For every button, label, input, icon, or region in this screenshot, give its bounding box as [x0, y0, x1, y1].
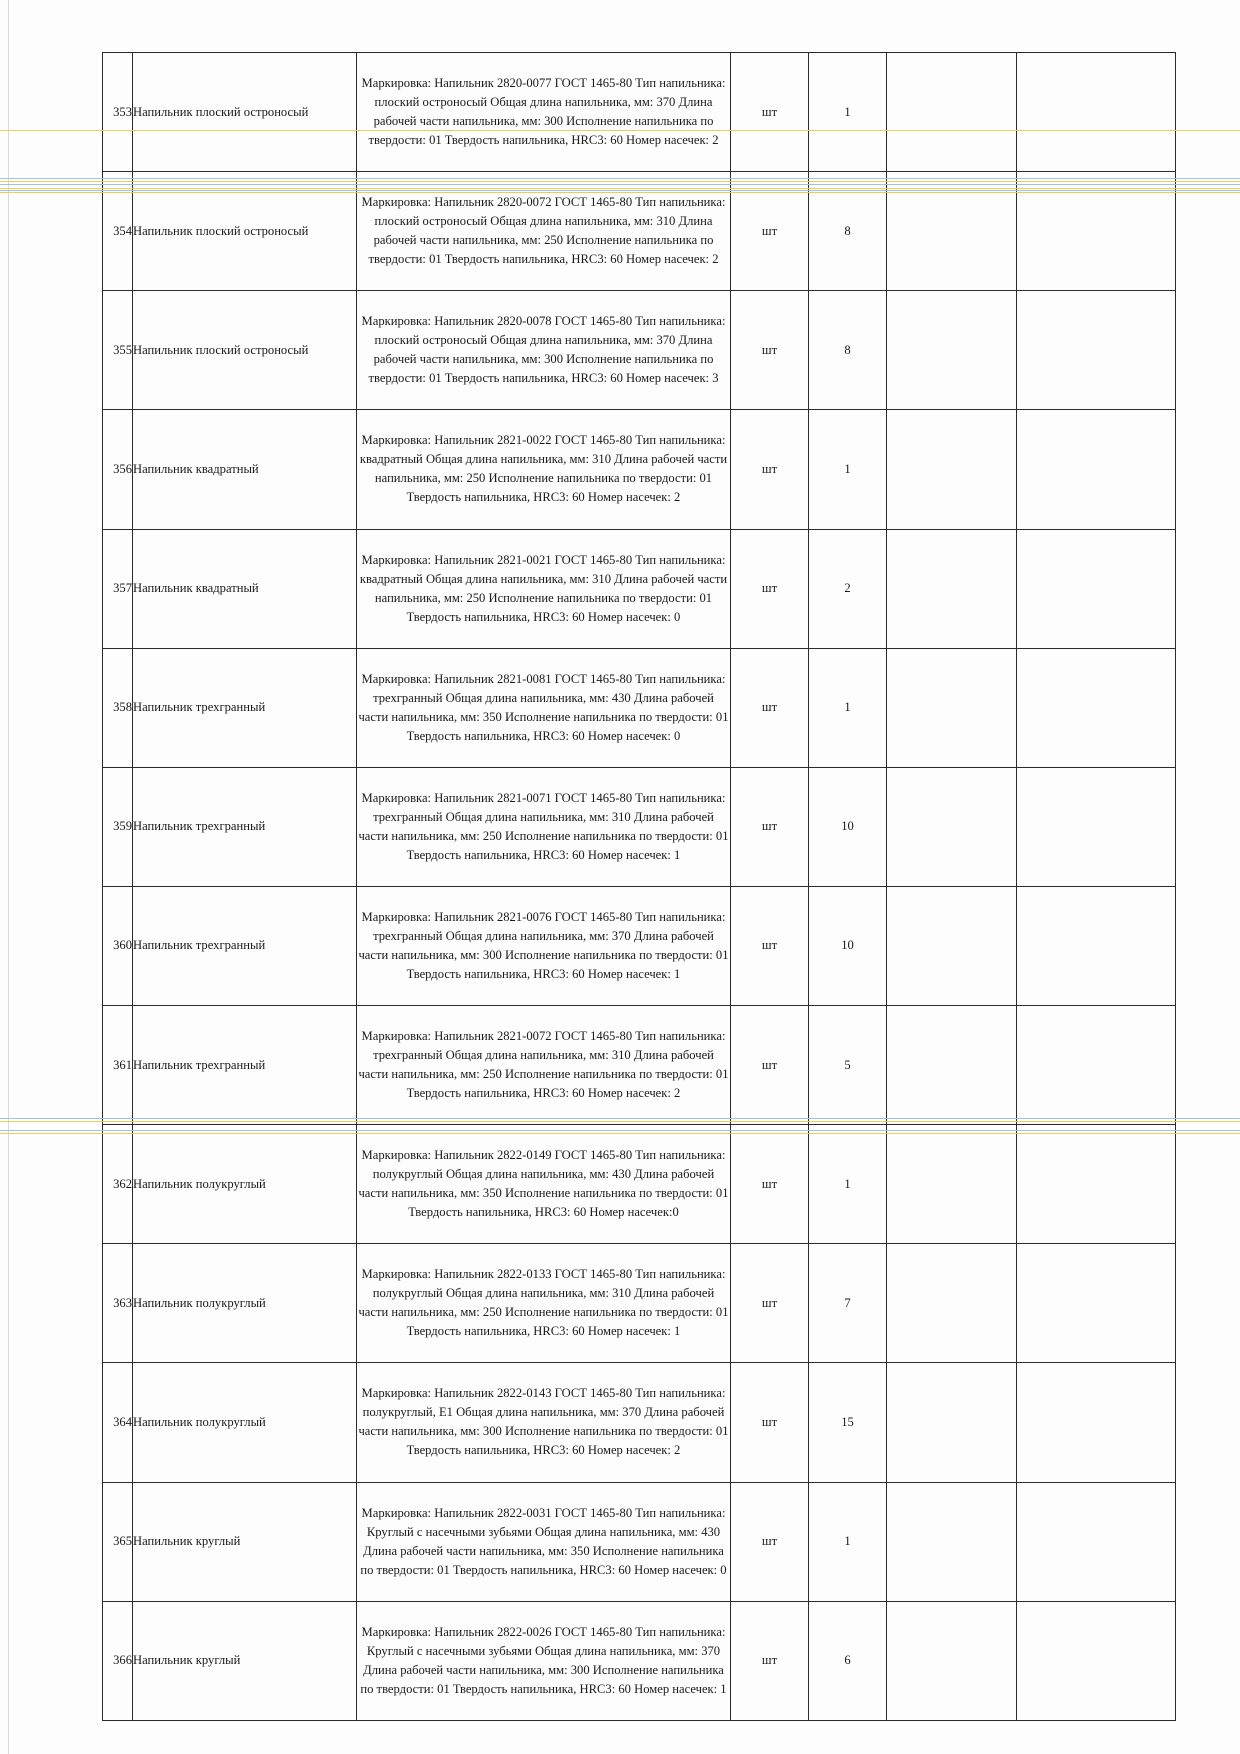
item-unit: шт — [731, 1482, 809, 1601]
row-number-text: 366 — [113, 1653, 132, 1668]
table-row — [103, 410, 1176, 529]
empty-cell-price — [887, 648, 1017, 767]
empty-cell-total — [1017, 1482, 1176, 1601]
row-number — [103, 1244, 133, 1363]
item-unit: шт — [731, 1363, 809, 1482]
row-number-text: 365 — [113, 1534, 132, 1549]
scan-artifact-line — [0, 178, 1240, 179]
item-unit: шт — [731, 1244, 809, 1363]
item-unit: шт — [731, 1125, 809, 1244]
item-quantity: 1 — [809, 53, 887, 172]
empty-cell-price — [887, 1363, 1017, 1482]
scan-artifact-line — [0, 1118, 1240, 1119]
item-name — [133, 886, 357, 1005]
item-description: Маркировка: Напильник 2821-0071 ГОСТ 1465-80 Тип напильника: трехгранный Общая длина напильника, мм: 310 Длина рабочей части напильника, мм: 250 Исполнение напильника по твердости: 01 Твердость напильника, HRC3: 60 Номер насечек: 1 — [357, 767, 731, 886]
empty-cell-total — [1017, 53, 1176, 172]
table-row — [103, 291, 1176, 410]
item-name — [133, 767, 357, 886]
item-quantity: 10 — [809, 767, 887, 886]
item-quantity: 8 — [809, 291, 887, 410]
row-number — [103, 1363, 133, 1482]
row-number — [103, 53, 133, 172]
item-name-text: Напильник полукруглый — [133, 1176, 266, 1191]
item-unit: шт — [731, 53, 809, 172]
table-row — [103, 53, 1176, 172]
item-name-text: Напильник плоский остроносый — [133, 342, 309, 357]
item-name-text: Напильник полукруглый — [133, 1414, 266, 1429]
row-number — [103, 529, 133, 648]
row-number-text: 356 — [113, 461, 132, 476]
row-number-text: 363 — [113, 1295, 132, 1310]
empty-cell-price — [887, 1482, 1017, 1601]
item-unit: шт — [731, 291, 809, 410]
specification-table — [102, 52, 1176, 1721]
scan-artifact-line — [0, 188, 1240, 189]
scan-artifact-line — [0, 181, 1240, 182]
empty-cell-price — [887, 1244, 1017, 1363]
item-description: Маркировка: Напильник 2821-0022 ГОСТ 1465-80 Тип напильника: квадратный Общая длина напильника, мм: 310 Длина рабочей части напильника, мм: 250 Исполнение напильника по твердости: 01 Твердость напильника, HRC3: 60 Номер насечек: 2 — [357, 410, 731, 529]
item-quantity: 15 — [809, 1363, 887, 1482]
item-name-text: Напильник трехгранный — [133, 819, 266, 834]
row-number — [103, 1125, 133, 1244]
item-quantity: 1 — [809, 648, 887, 767]
item-description: Маркировка: Напильник 2821-0021 ГОСТ 1465-80 Тип напильника: квадратный Общая длина напильника, мм: 310 Длина рабочей части напильника, мм: 250 Исполнение напильника по твердости: 01 Твердость напильника, HRC3: 60 Номер насечек: 0 — [357, 529, 731, 648]
item-description: Маркировка: Напильник 2820-0078 ГОСТ 1465-80 Тип напильника: плоский остроносый Общая длина напильника, мм: 370 Длина рабочей части напильника, мм: 300 Исполнение напильника по твердости: 01 Твердость напильника, HRC3: 60 Номер насечек: 3 — [357, 291, 731, 410]
item-quantity: 2 — [809, 529, 887, 648]
item-unit: шт — [731, 529, 809, 648]
empty-cell-price — [887, 1006, 1017, 1125]
item-description: Маркировка: Напильник 2822-0031 ГОСТ 1465-80 Тип напильника: Круглый с насечными зубьями Общая длина напильника, мм: 430 Длина рабочей части напильника, мм: 350 Исполнение напильника по твердости: 01 Твердость напильника, HRC3: 60 Номер насечек: 0 — [357, 1482, 731, 1601]
scan-artifact-line — [0, 184, 1240, 185]
table-row — [103, 1244, 1176, 1363]
empty-cell-price — [887, 1601, 1017, 1720]
empty-cell-price — [887, 529, 1017, 648]
empty-cell-total — [1017, 291, 1176, 410]
item-name-text: Напильник полукруглый — [133, 1295, 266, 1310]
row-number-text: 360 — [113, 938, 132, 953]
item-description: Маркировка: Напильник 2820-0077 ГОСТ 1465-80 Тип напильника: плоский остроносый Общая длина напильника, мм: 370 Длина рабочей части напильника, мм: 300 Исполнение напильника по твердости: 01 Твердость напильника, HRC3: 60 Номер насечек: 2 — [357, 53, 731, 172]
table-row — [103, 767, 1176, 886]
row-number-text: 354 — [113, 223, 132, 238]
table-row — [103, 886, 1176, 1005]
item-unit: шт — [731, 172, 809, 291]
item-name-text: Напильник квадратный — [133, 581, 259, 596]
empty-cell-total — [1017, 767, 1176, 886]
item-quantity: 1 — [809, 410, 887, 529]
row-number — [103, 291, 133, 410]
row-number-text: 359 — [113, 819, 132, 834]
row-number — [103, 410, 133, 529]
item-quantity: 1 — [809, 1482, 887, 1601]
empty-cell-total — [1017, 529, 1176, 648]
item-quantity: 1 — [809, 1125, 887, 1244]
item-quantity: 10 — [809, 886, 887, 1005]
scan-artifact-line — [0, 130, 1240, 131]
table-row — [103, 1482, 1176, 1601]
row-number-text: 353 — [113, 104, 132, 119]
item-name — [133, 529, 357, 648]
row-number-text: 364 — [113, 1414, 132, 1429]
item-quantity: 5 — [809, 1006, 887, 1125]
item-description: Маркировка: Напильник 2821-0072 ГОСТ 1465-80 Тип напильника: трехгранный Общая длина напильника, мм: 310 Длина рабочей части напильника, мм: 250 Исполнение напильника по твердости: 01 Твердость напильника, HRC3: 60 Номер насечек: 2 — [357, 1006, 731, 1125]
item-description: Маркировка: Напильник 2820-0072 ГОСТ 1465-80 Тип напильника: плоский остроносый Общая длина напильника, мм: 310 Длина рабочей части напильника, мм: 250 Исполнение напильника по твердости: 01 Твердость напильника, HRC3: 60 Номер насечек: 2 — [357, 172, 731, 291]
item-name — [133, 1601, 357, 1720]
empty-cell-price — [887, 53, 1017, 172]
empty-cell-price — [887, 291, 1017, 410]
scan-artifact-line — [0, 1130, 1240, 1131]
item-name-text: Напильник трехгранный — [133, 1057, 266, 1072]
empty-cell-total — [1017, 1601, 1176, 1720]
empty-cell-price — [887, 1125, 1017, 1244]
item-description: Маркировка: Напильник 2822-0143 ГОСТ 1465-80 Тип напильника: полукруглый, Е1 Общая длина напильника, мм: 370 Длина рабочей части напильника, мм: 300 Исполнение напильника по твердости: 01 Твердость напильника, HRC3: 60 Номер насечек: 2 — [357, 1363, 731, 1482]
row-number — [103, 1482, 133, 1601]
item-name — [133, 648, 357, 767]
item-description: Маркировка: Напильник 2821-0081 ГОСТ 1465-80 Тип напильника: трехгранный Общая длина напильника, мм: 430 Длина рабочей части напильника, мм: 350 Исполнение напильника по твердости: 01 Твердость напильника, HRC3: 60 Номер насечек: 0 — [357, 648, 731, 767]
table-row — [103, 1125, 1176, 1244]
row-number — [103, 1601, 133, 1720]
item-name-text: Напильник трехгранный — [133, 938, 266, 953]
table-row — [103, 648, 1176, 767]
item-name — [133, 1244, 357, 1363]
table-row — [103, 1006, 1176, 1125]
item-name-text: Напильник плоский остроносый — [133, 104, 309, 119]
item-unit: шт — [731, 886, 809, 1005]
empty-cell-total — [1017, 1125, 1176, 1244]
row-number-text: 358 — [113, 700, 132, 715]
empty-cell-total — [1017, 410, 1176, 529]
table-row — [103, 1601, 1176, 1720]
item-unit: шт — [731, 1601, 809, 1720]
scan-artifact-line — [0, 192, 1240, 193]
row-number — [103, 767, 133, 886]
item-quantity: 6 — [809, 1601, 887, 1720]
row-number-text: 361 — [113, 1057, 132, 1072]
row-number — [103, 1006, 133, 1125]
item-description: Маркировка: Напильник 2822-0133 ГОСТ 1465-80 Тип напильника: полукруглый Общая длина напильника, мм: 310 Длина рабочей части напильника, мм: 250 Исполнение напильника по твердости: 01 Твердость напильника, HRC3: 60 Номер насечек: 1 — [357, 1244, 731, 1363]
empty-cell-price — [887, 767, 1017, 886]
item-name-text: Напильник трехгранный — [133, 700, 266, 715]
item-name — [133, 53, 357, 172]
empty-cell-total — [1017, 1244, 1176, 1363]
item-name — [133, 1482, 357, 1601]
scan-artifact-line — [0, 1121, 1240, 1122]
item-name-text: Напильник квадратный — [133, 461, 259, 476]
row-number-text: 362 — [113, 1176, 132, 1191]
table-row — [103, 1363, 1176, 1482]
scan-artifact-line — [0, 1133, 1240, 1134]
item-description: Маркировка: Напильник 2822-0026 ГОСТ 1465-80 Тип напильника: Круглый с насечными зубьями Общая длина напильника, мм: 370 Длина рабочей части напильника, мм: 300 Исполнение напильника по твердости: 01 Твердость напильника, HRC3: 60 Номер насечек: 1 — [357, 1601, 731, 1720]
item-name-text: Напильник круглый — [133, 1534, 241, 1549]
item-name — [133, 410, 357, 529]
empty-cell-price — [887, 886, 1017, 1005]
item-name — [133, 1363, 357, 1482]
row-number — [103, 648, 133, 767]
item-name-text: Напильник плоский остроносый — [133, 223, 309, 238]
item-quantity: 7 — [809, 1244, 887, 1363]
item-quantity: 8 — [809, 172, 887, 291]
scan-artifact-line — [0, 190, 1240, 191]
item-name — [133, 1006, 357, 1125]
empty-cell-total — [1017, 648, 1176, 767]
item-unit: шт — [731, 1006, 809, 1125]
table-row — [103, 529, 1176, 648]
empty-cell-total — [1017, 886, 1176, 1005]
item-description: Маркировка: Напильник 2822-0149 ГОСТ 1465-80 Тип напильника: полукруглый Общая длина напильника, мм: 430 Длина рабочей части напильника, мм: 350 Исполнение напильника по твердости: 01 Твердость напильника, HRC3: 60 Номер насечек:0 — [357, 1125, 731, 1244]
table-body — [103, 53, 1176, 1721]
row-number-text: 357 — [113, 581, 132, 596]
item-name-text: Напильник круглый — [133, 1653, 241, 1668]
empty-cell-total — [1017, 1006, 1176, 1125]
item-unit: шт — [731, 648, 809, 767]
item-description: Маркировка: Напильник 2821-0076 ГОСТ 1465-80 Тип напильника: трехгранный Общая длина напильника, мм: 370 Длина рабочей части напильника, мм: 300 Исполнение напильника по твердости: 01 Твердость напильника, HRC3: 60 Номер насечек: 1 — [357, 886, 731, 1005]
empty-cell-total — [1017, 1363, 1176, 1482]
item-unit: шт — [731, 767, 809, 886]
row-number-text: 355 — [113, 342, 132, 357]
item-name — [133, 291, 357, 410]
item-name — [133, 1125, 357, 1244]
scan-edge-line — [8, 0, 9, 1754]
empty-cell-price — [887, 410, 1017, 529]
item-unit: шт — [731, 410, 809, 529]
row-number — [103, 886, 133, 1005]
